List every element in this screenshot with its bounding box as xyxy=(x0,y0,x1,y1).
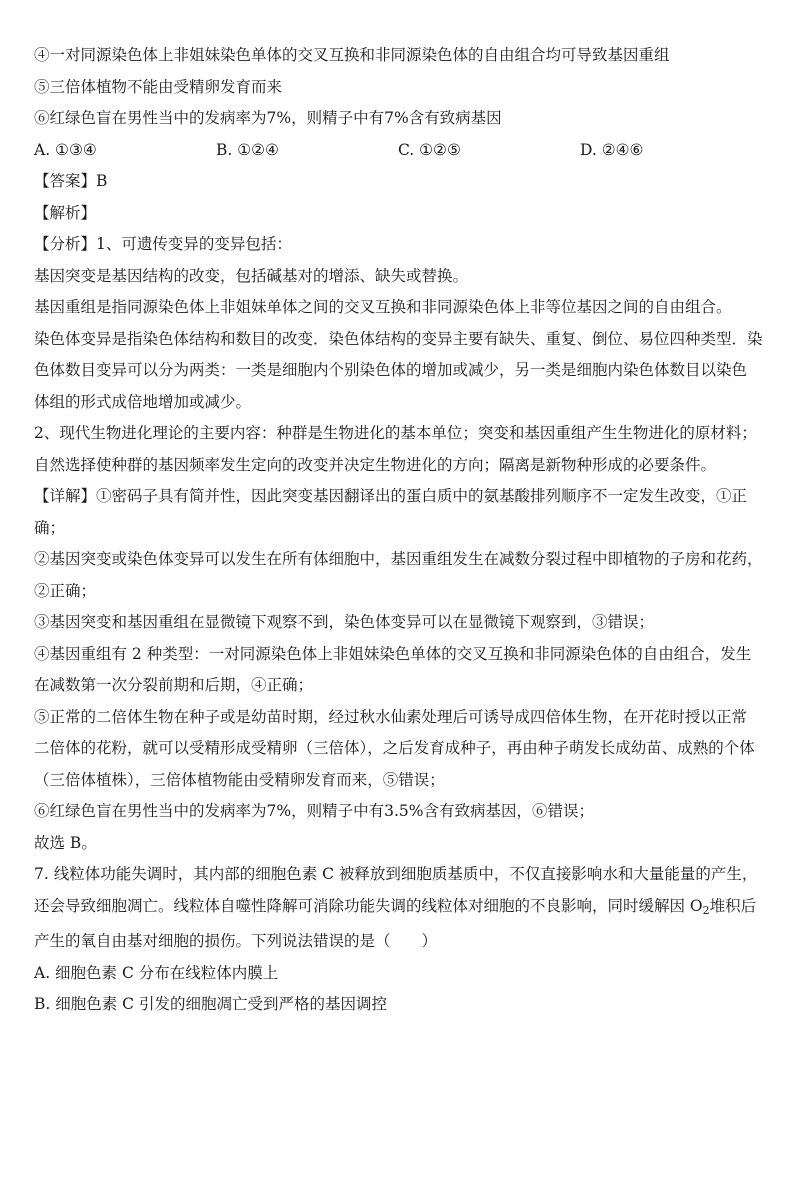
statement-4: ④一对同源染色体上非姐妹染色单体的交叉互换和非同源染色体的自由组合均可导致基因重组 xyxy=(34,46,670,64)
detail-1-line: 确； xyxy=(34,518,66,537)
question6-options xyxy=(34,135,778,167)
option-a: A. ①③④ xyxy=(34,140,97,159)
analysis-evolution-line: 自然选择使种群的基因频率发生定向的改变并决定生物进化的方向；隔离是新物种形成的必要条件。 xyxy=(34,455,717,474)
subscript: 2 xyxy=(702,903,710,917)
analysis-chromosome-line: 染色体变异是指染色体结构和数目的改变．染色体结构的变异主要有缺失、重复、倒位、易位四种类型．染 xyxy=(34,329,763,348)
question7-option-a: A. 细胞色素 C 分布在线粒体内膜上 xyxy=(34,963,279,982)
analysis-intro: 【分析】1、可遗传变异的变异包括： xyxy=(34,235,292,253)
option-c: C. ①②⑤ xyxy=(398,140,461,159)
option-b: B. ①②④ xyxy=(216,140,279,159)
statement-5: ⑤三倍体植物不能由受精卵发育而来 xyxy=(34,77,283,96)
analysis-recombination: 基因重组是指同源染色体上非姐妹单体之间的交叉互换和非同源染色体上非等位基因之间的自由组合。 xyxy=(34,298,732,316)
analysis-chromosome-line: 体组的形式成倍地增加或减少。 xyxy=(34,392,252,411)
stem-text: 还会导致细胞凋亡。线粒体自噬性降解可消除功能失调的线粒体对细胞的不良影响，同时缓解因 O xyxy=(34,896,703,915)
conclusion: 故选 B。 xyxy=(34,833,97,852)
answer-line: 【答案】B xyxy=(34,172,108,190)
analysis-chromosome-line: 色体数目变异可以分为两类：一类是细胞内个别染色体的增加或减少，另一类是细胞内染色体数目以染色 xyxy=(34,361,748,379)
stem-text: 堆积后 xyxy=(709,896,757,915)
detail-2-line: ②基因突变或染色体变异可以发生在所有体细胞中，基因重组发生在减数分裂过程中即植物的子房和花药， xyxy=(34,550,763,568)
detail-4-line: ④基因重组有 2 种类型：一对同源染色体上非姐妹染色单体的交叉互换和非同源染色体的自由组合，发生 xyxy=(34,644,752,663)
detail-5-line: 二倍体的花粉，就可以受精形成受精卵（三倍体），之后发育成种子，再由种子萌发长成幼苗、成熟的个体 xyxy=(34,739,755,757)
detail-4-line: 在减数第一次分裂前期和后期，④正确； xyxy=(34,676,314,694)
detail-1-line: 【详解】①密码子具有简并性，因此突变基因翻译出的蛋白质中的氨基酸排列顺序不一定发生改变，①正 xyxy=(34,487,748,505)
detail-2-line: ②正确； xyxy=(34,581,97,600)
detail-3: ③基因突变和基因重组在显微镜下观察不到，染色体变异可以在显微镜下观察到，③错误； xyxy=(34,613,655,631)
question7-stem-line: 7. 线粒体功能失调时，其内部的细胞色素 C 被释放到细胞质基质中，不仅直接影响水和大量能量的产生， xyxy=(34,865,758,883)
analysis-header: 【解析】 xyxy=(34,203,97,222)
question7-stem-line: 产生的氧自由基对细胞的损伤。下列说法错误的是（ ） xyxy=(34,932,438,950)
statement-6: ⑥红绿色盲在男性当中的发病率为7%，则精子中有7%含有致病基因 xyxy=(34,109,502,127)
question7-stem-line xyxy=(34,891,778,927)
detail-5-line: ⑤正常的二倍体生物在种子或是幼苗时期，经过秋水仙素处理后可诱导成四倍体生物，在开花时授以正常 xyxy=(34,707,748,726)
option-d: D. ②④⑥ xyxy=(580,140,644,159)
detail-5-line: （三倍体植株），三倍体植物能由受精卵发育而来，⑤错误； xyxy=(34,770,445,789)
analysis-mutation: 基因突变是基因结构的改变，包括碱基对的增添、缺失或替换。 xyxy=(34,266,469,285)
question7-option-b: B. 细胞色素 C 引发的细胞凋亡受到严格的基因调控 xyxy=(34,995,387,1013)
analysis-evolution-line: 2、现代生物进化理论的主要内容：种群是生物进化的基本单位；突变和基因重组产生生物进化的原材料； xyxy=(34,424,757,442)
detail-6: ⑥红绿色盲在男性当中的发病率为7%，则精子中有3.5%含有致病基因，⑥错误； xyxy=(34,802,594,820)
